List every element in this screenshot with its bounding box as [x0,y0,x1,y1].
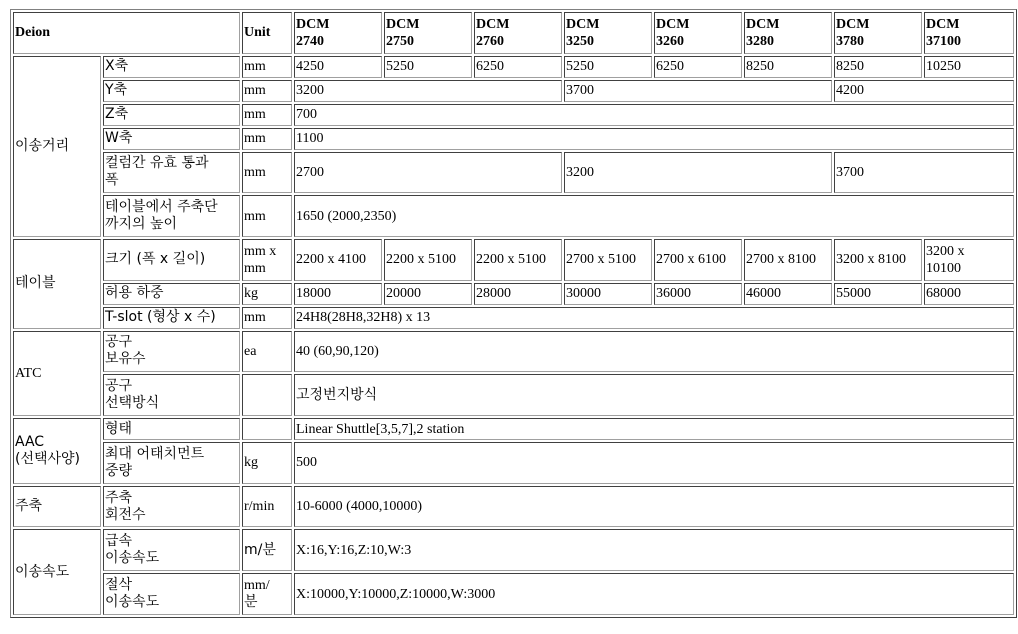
value-cell: 1100 [294,128,1014,150]
group-label-aac: AAC (선택사양) [13,418,101,484]
item-label: 허용 하중 [103,283,240,305]
value-cell: 3200 x 8100 [834,239,922,281]
item-label: 주축 회전수 [103,486,240,528]
value-cell: 500 [294,442,1014,484]
value-cell: 4200 [834,80,1014,102]
table-row [13,80,1014,102]
description-header: Deion [13,12,240,54]
table-row [13,418,1014,440]
value-cell: 2200 x 5100 [474,239,562,281]
unit-cell: kg [242,283,292,305]
table-row [13,283,1014,305]
value-cell: 2700 x 5100 [564,239,652,281]
item-label: 공구 보유수 [103,331,240,373]
value-cell: 2700 x 8100 [744,239,832,281]
value-cell: 36000 [654,283,742,305]
value-cell: 10-6000 (4000,10000) [294,486,1014,528]
table-row [13,529,1014,571]
table-row [13,128,1014,150]
unit-cell: mm [242,195,292,237]
value-cell: 고정번지방식 [294,374,1014,416]
value-cell: 5250 [564,56,652,78]
value-cell: 3200 [564,152,832,194]
table-row [13,195,1014,237]
unit-cell: ea [242,331,292,373]
model-header [564,12,652,54]
spec-table [10,9,1017,618]
value-cell: X:10000,Y:10000,Z:10000,W:3000 [294,573,1014,615]
item-label: W축 [103,128,240,150]
model-label: DCM 3780 [836,16,870,49]
model-header [294,12,382,54]
item-label: 컬럼간 유효 통과 폭 [103,152,240,194]
unit-cell: r/min [242,486,292,528]
value-cell: 55000 [834,283,922,305]
unit-header: Unit [242,12,292,54]
value-cell: 28000 [474,283,562,305]
value-cell: 3200 [294,80,562,102]
item-label: X축 [103,56,240,78]
value-cell: 24H8(28H8,32H8) x 13 [294,307,1014,329]
model-label: DCM 3260 [656,16,690,49]
unit-cell: mm [242,56,292,78]
value-cell: 5250 [384,56,472,78]
table-row [13,239,1014,281]
group-label-travel: 이송거리 [13,56,101,237]
value-cell: 6250 [474,56,562,78]
unit-cell: mm [242,307,292,329]
value-cell: 3200 x 10100 [924,239,1014,281]
value-cell: 8250 [834,56,922,78]
unit-cell: m/분 [242,529,292,571]
value-cell: X:16,Y:16,Z:10,W:3 [294,529,1014,571]
header-row [13,12,1014,54]
table-row [13,486,1014,528]
value-cell: 18000 [294,283,382,305]
unit-cell [242,374,292,416]
item-label: 절삭 이송속도 [103,573,240,615]
value-cell: 20000 [384,283,472,305]
item-label: 급속 이송속도 [103,529,240,571]
group-label-table: 테이블 [13,239,101,329]
model-header [834,12,922,54]
item-label: Z축 [103,104,240,126]
value-cell: 4250 [294,56,382,78]
value-cell: 10250 [924,56,1014,78]
table-row [13,307,1014,329]
item-label: 테이블에서 주축단 까지의 높이 [103,195,240,237]
value-cell: 30000 [564,283,652,305]
unit-cell: mm [242,80,292,102]
model-label: DCM 3250 [566,16,600,49]
model-label: DCM 2760 [476,16,510,49]
item-label: 형태 [103,418,240,440]
value-cell: 40 (60,90,120) [294,331,1014,373]
model-header [744,12,832,54]
table-row [13,374,1014,416]
value-cell: 3700 [564,80,832,102]
value-cell: Linear Shuttle[3,5,7],2 station [294,418,1014,440]
table-row [13,56,1014,78]
table-row [13,573,1014,615]
table-row [13,331,1014,373]
value-cell: 46000 [744,283,832,305]
item-label: Y축 [103,80,240,102]
model-header [384,12,472,54]
unit-cell: mm [242,152,292,194]
model-label: DCM 37100 [926,16,961,49]
value-cell: 700 [294,104,1014,126]
group-label-feed: 이송속도 [13,529,101,615]
unit-cell [242,418,292,440]
item-label: 공구 선택방식 [103,374,240,416]
model-header [924,12,1014,54]
value-cell: 68000 [924,283,1014,305]
unit-cell: mm/ 분 [242,573,292,615]
value-cell: 2700 x 6100 [654,239,742,281]
group-label-atc: ATC [13,331,101,416]
value-cell: 8250 [744,56,832,78]
model-label: DCM 2740 [296,16,330,49]
value-cell: 6250 [654,56,742,78]
value-cell: 1650 (2000,2350) [294,195,1014,237]
table-row [13,104,1014,126]
model-label: DCM 2750 [386,16,420,49]
unit-cell: mm [242,128,292,150]
item-label: T-slot (형상 x 수) [103,307,240,329]
table-row [13,152,1014,194]
item-label: 크기 (폭 x 길이) [103,239,240,281]
value-cell: 3700 [834,152,1014,194]
unit-cell: mm [242,104,292,126]
unit-cell: kg [242,442,292,484]
value-cell: 2200 x 4100 [294,239,382,281]
model-header [654,12,742,54]
item-label: 최대 어태치먼트 중량 [103,442,240,484]
value-cell: 2700 [294,152,562,194]
value-cell: 2200 x 5100 [384,239,472,281]
model-label: DCM 3280 [746,16,780,49]
unit-cell: mm x mm [242,239,292,281]
model-header [474,12,562,54]
table-row [13,442,1014,484]
group-label-spindle: 주축 [13,486,101,528]
